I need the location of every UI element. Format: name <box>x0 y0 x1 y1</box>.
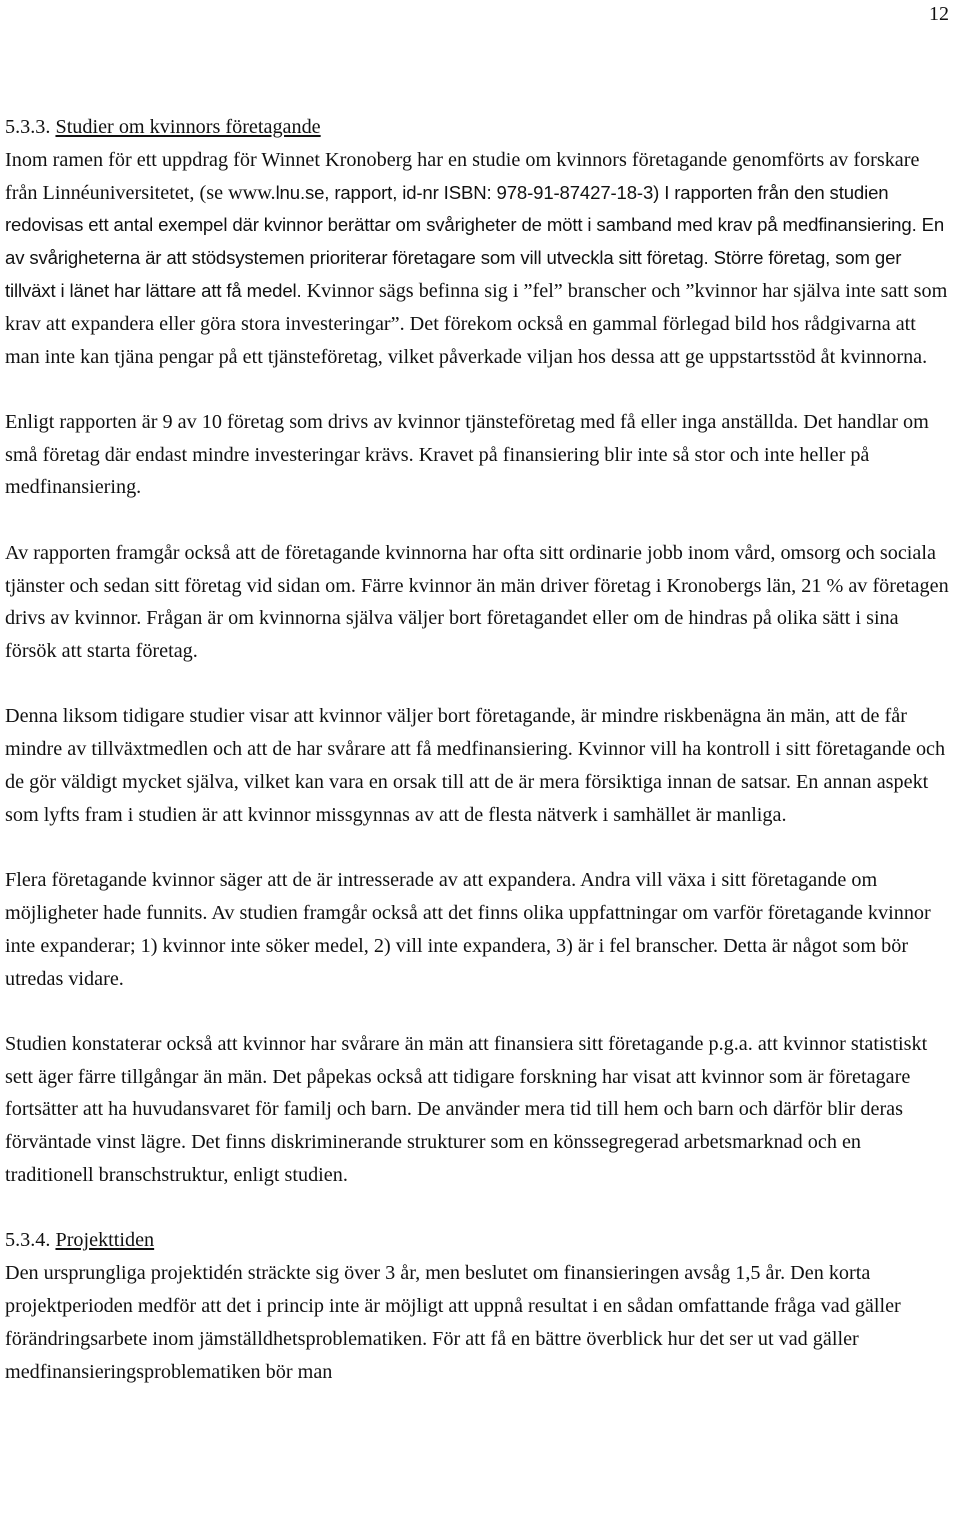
section-number: 5.3.4. <box>5 1229 51 1252</box>
paragraph: Studien konstaterar också att kvinnor har svårare än män att finansiera sitt företagande p.g.a. att kvinnor statistiskt sett äger färre tillgångar än män. Det påpekas också att tidigare forskning har visat att kvinnor som är företagare fortsätter att ha huvudansvaret för familj och barn. De använder mera tid till hem och barn och därför blir deras förväntade vinst lägre. Det finns diskriminerande strukturer som en könssegregerad arbetsmarknad och en traditionell branschstruktur, enligt studien. <box>5 1032 928 1187</box>
paragraph-text-part: lnu.se, rapport, id-nr ISBN: 978-91-87427-18-3) I rapporten från den studien redovisas ett antal exempel där kvinnor berättar om svårigheter de mött i samband med krav på medfinansiering. En av svårigheterna är att stödsystemen prioriterar företagare som vill utveckla sitt företag. Större företag, som ger tillväxt i länet har lättare att få medel. <box>5 181 945 301</box>
section-heading-5-3-4 <box>5 1224 950 1257</box>
paragraph: Flera företagande kvinnor säger att de är intresserade av att expandera. Andra vill växa i sitt företagande om möjligheter hade funnits. Av studien framgår också att det finns olika uppfattningar om varför företagande kvinnor inte expanderar; 1) kvinnor inte söker medel, 2) vill inte expandera, 3) är i fel branscher. Detta är något som bör utredas vidare. <box>5 869 931 990</box>
paragraph: Av rapporten framgår också att de företagande kvinnorna har ofta sitt ordinarie jobb inom vård, omsorg och sociala tjänster och sedan sitt företag vid sidan om. Färre kvinnor än män driver företag i Kronobergs län, 21 % av företagen drivs av kvinnor. Frågan är om kvinnorna själva väljer bort företagandet eller om de hindras på olika sätt i sina försök att starta företag. <box>5 541 949 663</box>
section-title: Projekttiden <box>55 1229 155 1252</box>
paragraph <box>5 144 950 374</box>
section-heading-5-3-3 <box>5 111 950 144</box>
paragraph: Enligt rapporten är 9 av 10 företag som drivs av kvinnor tjänsteföretag med få eller inga anställda. Det handlar om små företag där endast mindre investeringar krävs. Kravet på finansiering blir inte så stor och inte heller på medfinansiering. <box>5 410 929 499</box>
document-body <box>5 111 950 1388</box>
section-title: Studier om kvinnors företagande <box>55 116 321 138</box>
section-number: 5.3.3. <box>5 116 51 138</box>
paragraph: Denna liksom tidigare studier visar att kvinnor väljer bort företagande, är mindre riskbenägna än män, att de får mindre av tillväxtmedlen och att de har svårare att få medfinansiering. Kvinnor vill ha kontroll i sitt företagande och de gör väldigt mycket själva, vilket kan vara en orsak till att de är mera försiktiga innan de satsar. En annan aspekt som lyfts fram i studien är att kvinnor missgynnas av att de flesta nätverk i samhället är manliga. <box>5 705 946 826</box>
paragraph-text-part: Inom ramen för ett uppdrag för Winnet Kronoberg har en studie om kvinnors företagande genomförts av forskare från Linnéuniversitetet, (se www. <box>5 148 920 204</box>
paragraph: Den ursprungliga projektidén sträckte sig över 3 år, men beslutet om finansieringen avsåg 1,5 år. Den korta projektperioden medför att det i princip inte är möjligt att uppnå resultat i en sådan omfattande fråga vad gäller förändringsarbete inom jämställdhetsproblematiken. För att få en bättre överblick hur det ser ut vad gäller medfinansieringsproblematiken bör man <box>5 1262 901 1383</box>
page-number: 12 <box>929 3 949 25</box>
paragraph-text-part: Kvinnor sägs befinna sig i ”fel” branscher och ”kvinnor har själva inte satt som krav att expandera eller göra stora investeringar”. Det förekom också en gammal förlegad bild hos rådgivarna att man inte kan tjäna pengar på ett tjänsteföretag, vilket påverkade viljan hos dessa att ge uppstartsstöd åt kvinnorna. <box>5 279 948 368</box>
